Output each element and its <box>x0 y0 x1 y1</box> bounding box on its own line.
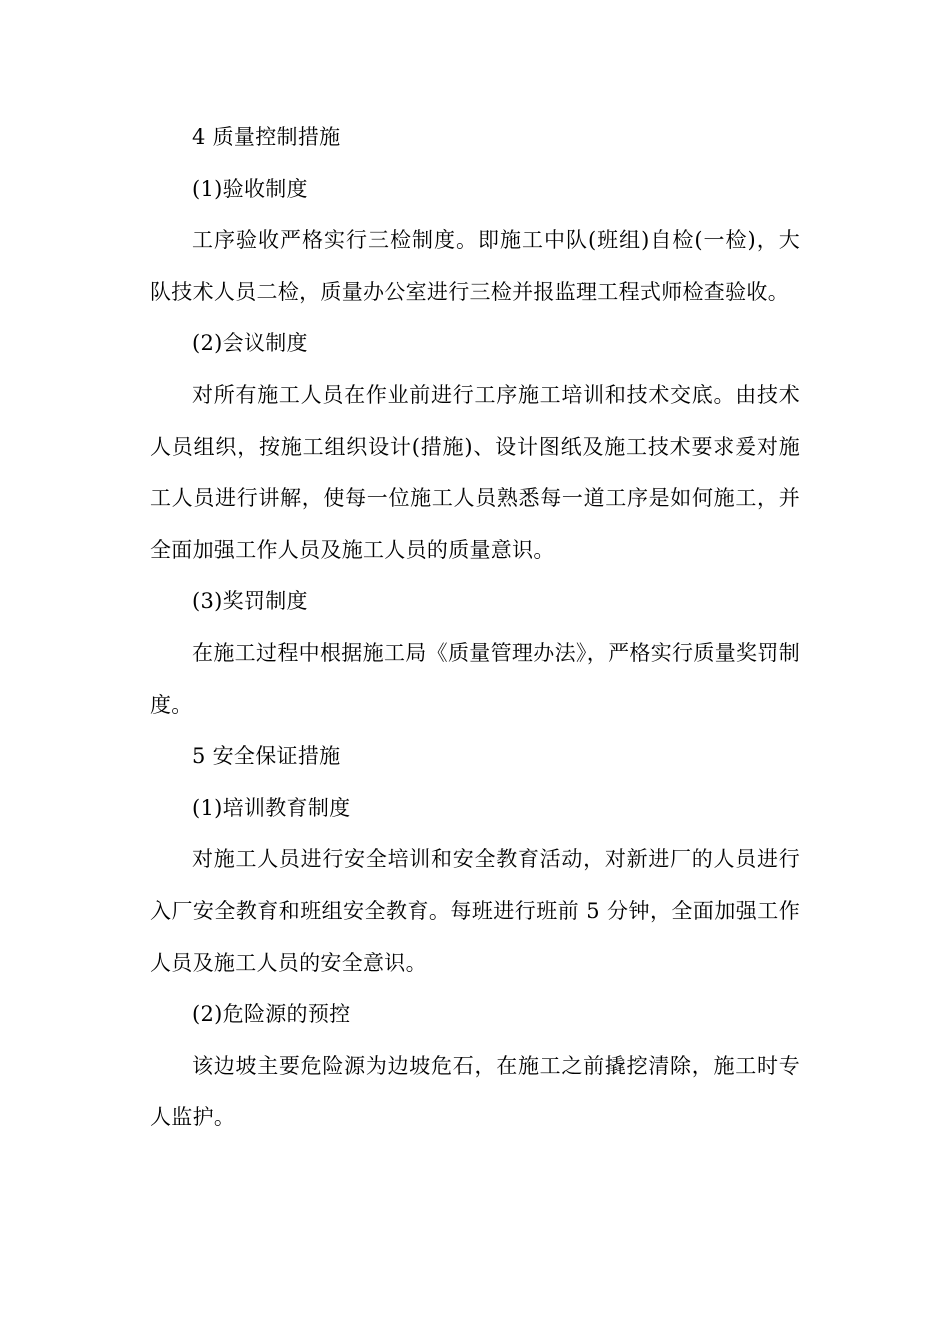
subheading-reward-penalty-system: (3)奖罚制度 <box>192 589 308 614</box>
paragraph-reward-penalty-system: 在施工过程中根据施工局《质量管理办法》，严格实行质量奖罚制度。 <box>150 640 800 717</box>
paragraph-hazard-prevention: 该边坡主要危险源为边坡危石，在施工之前撬挖清除，施工时专人监护。 <box>150 1053 800 1130</box>
subheading-hazard-prevention: (2)危险源的预控 <box>192 1002 351 1027</box>
subheading-acceptance-system: (1)验收制度 <box>192 176 308 201</box>
paragraph-meeting-system: 对所有施工人员在作业前进行工序施工培训和技术交底。由技术人员组织，按施工组织设计(措施)、设计图纸及施工技术要求爰对施工人员进行讲解，使每一位施工人员熟悉每一道工序是如何施工，并全面加强工作人员及施工人员的质量意识。 <box>150 382 800 562</box>
section-heading-quality-control: 4 质量控制措施 <box>192 125 341 149</box>
subheading-meeting-system: (2)会议制度 <box>192 331 308 356</box>
paragraph-training-system: 对施工人员进行安全培训和安全教育活动，对新进厂的人员进行入厂安全教育和班组安全教育。每班进行班前 5 分钟，全面加强工作人员及施工人员的安全意识。 <box>150 847 800 975</box>
section-heading-safety-measures: 5 安全保证措施 <box>192 744 341 769</box>
subheading-training-system: (1)培训教育制度 <box>192 795 351 820</box>
paragraph-acceptance-system: 工序验收严格实行三检制度。即施工中队(班组)自检(一检)，大队技术人员二检，质量办公室进行三检并报监理工程式师检查验收。 <box>150 228 800 304</box>
